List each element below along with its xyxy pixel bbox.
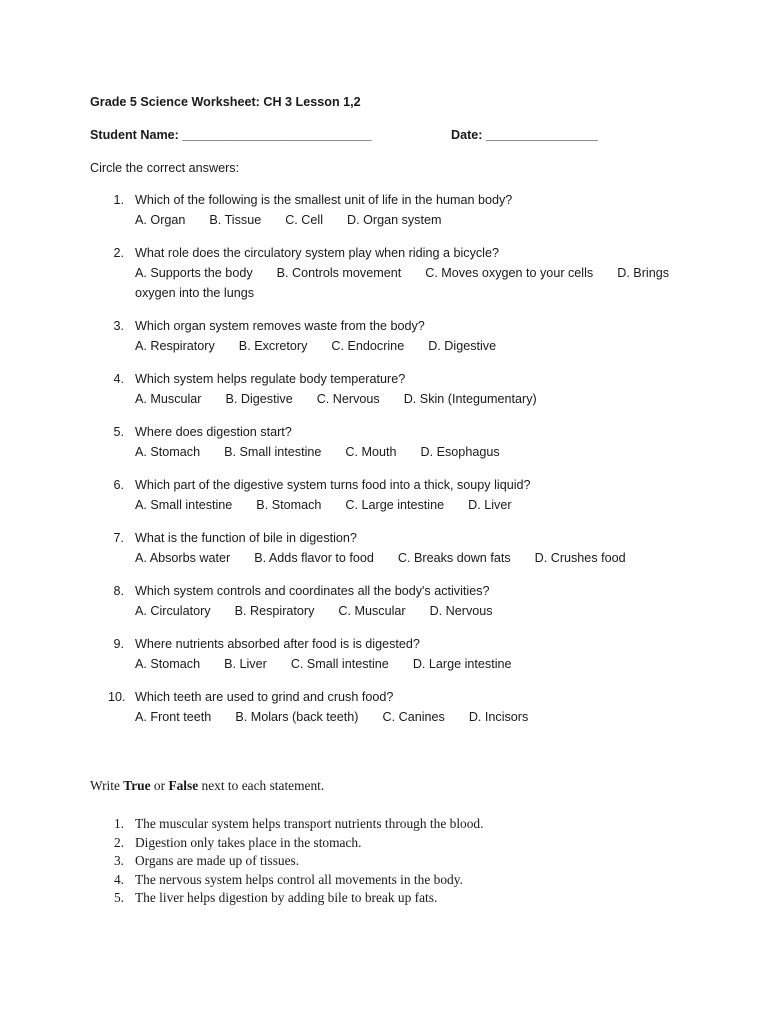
statement-text: Digestion only takes place in the stomach. (135, 834, 362, 850)
statement-text: The muscular system helps transport nutrients through the blood. (135, 816, 484, 831)
option-c: C. Muscular (338, 604, 406, 618)
option-a: A. Front teeth (135, 710, 212, 724)
tf-word-true: True (123, 778, 151, 793)
option-d-continued: oxygen into the lungs (135, 286, 255, 300)
answer-options (135, 657, 512, 671)
option-d: D. Large intestine (412, 657, 512, 671)
option-a: A. Respiratory (135, 339, 215, 353)
question-text: Which system controls and coordinates all the body's activities? (135, 584, 490, 598)
option-d: D. Digestive (428, 339, 497, 353)
answer-options (135, 710, 528, 724)
option-b: B. Excretory (238, 339, 308, 353)
question-number: 9. (113, 637, 124, 651)
option-b: B. Stomach (256, 498, 322, 512)
question-number: 2. (113, 246, 124, 260)
worksheet-title: Grade 5 Science Worksheet: CH 3 Lesson 1,2 (90, 95, 361, 109)
question-number: 5. (113, 425, 124, 439)
option-c: C. Moves oxygen to your cells (425, 266, 594, 280)
question-text: Which system helps regulate body temperature? (135, 372, 406, 386)
instructions: Circle the correct answers: (90, 161, 240, 175)
option-a: A. Stomach (135, 657, 201, 671)
question-text: What role does the circulatory system play when riding a bicycle? (135, 246, 499, 260)
answer-options (135, 213, 441, 227)
option-d: D. Skin (Integumentary) (403, 392, 537, 406)
statement-text: The liver helps digestion by adding bile to break up fats. (135, 890, 438, 905)
option-d: D. Crushes food (534, 551, 626, 565)
answer-options (135, 445, 500, 459)
option-b: B. Liver (224, 657, 267, 671)
option-c: C. Breaks down fats (397, 551, 511, 565)
option-c: C. Canines (382, 710, 445, 724)
statement-number: 4. (113, 871, 124, 887)
tf-word-or: or (150, 778, 169, 793)
answer-options (135, 339, 496, 353)
statement-number: 1. (113, 816, 124, 831)
option-a: A. Organ (135, 213, 186, 227)
option-a: A. Circulatory (135, 604, 211, 618)
option-b: B. Small intestine (224, 445, 322, 459)
answer-options (135, 498, 512, 512)
option-b: B. Molars (back teeth) (235, 710, 359, 724)
option-a: A. Small intestine (135, 498, 233, 512)
statement-text: The nervous system helps control all movements in the body. (135, 871, 463, 887)
option-d: D. Nervous (429, 604, 493, 618)
option-a: A. Supports the body (135, 266, 253, 280)
question-text: Which teeth are used to grind and crush food? (135, 690, 394, 704)
option-b: B. Tissue (209, 213, 262, 227)
option-b: B. Respiratory (234, 604, 315, 618)
tf-word-false: False (168, 778, 199, 793)
question-number: 10. (108, 690, 126, 704)
question-number: 7. (113, 531, 124, 545)
question-text: Which part of the digestive system turns food into a thick, soupy liquid? (135, 478, 531, 492)
option-a: A. Stomach (135, 445, 201, 459)
answer-options (135, 392, 537, 406)
question-text: Which of the following is the smallest unit of life in the human body? (135, 193, 513, 207)
statement-text: Organs are made up of tissues. (135, 853, 300, 868)
question-text: Which organ system removes waste from the body? (135, 319, 425, 333)
true-false-instructions (90, 778, 324, 794)
option-a: A. Muscular (135, 392, 202, 406)
option-d: D. Brings (617, 266, 670, 280)
answer-options (135, 551, 626, 565)
question-number: 6. (113, 478, 124, 492)
option-b: B. Digestive (225, 392, 293, 406)
statement-number: 3. (113, 853, 124, 868)
option-c: C. Large intestine (345, 498, 445, 512)
date-field: Date: ________________ (451, 128, 599, 142)
question-number: 4. (113, 372, 124, 386)
student-name-field: Student Name: ___________________________ (90, 128, 372, 142)
answer-options (135, 266, 669, 280)
statement-number: 2. (113, 834, 124, 850)
question-number: 1. (113, 193, 124, 207)
option-d: D. Organ system (347, 213, 442, 227)
tf-intro-prefix: Write (90, 778, 124, 793)
option-d: D. Incisors (468, 710, 529, 724)
question-number: 3. (113, 319, 124, 333)
option-a: A. Absorbs water (135, 551, 231, 565)
question-text: What is the function of bile in digestion? (135, 531, 357, 545)
option-c: C. Endocrine (331, 339, 405, 353)
question-number: 8. (113, 584, 124, 598)
option-c: C. Mouth (345, 445, 397, 459)
option-c: C. Small intestine (290, 657, 389, 671)
option-c: C. Nervous (316, 392, 380, 406)
option-b: B. Controls movement (276, 266, 402, 280)
question-text: Where does digestion start? (135, 425, 292, 439)
option-b: B. Adds flavor to food (254, 551, 374, 565)
tf-intro-suffix: next to each statement. (198, 778, 325, 793)
statement-number: 5. (113, 890, 124, 905)
option-d: D. Esophagus (420, 445, 500, 459)
question-text: Where nutrients absorbed after food is is digested? (135, 637, 420, 651)
option-d: D. Liver (468, 498, 512, 512)
answer-options (135, 604, 493, 618)
option-c: C. Cell (285, 213, 323, 227)
